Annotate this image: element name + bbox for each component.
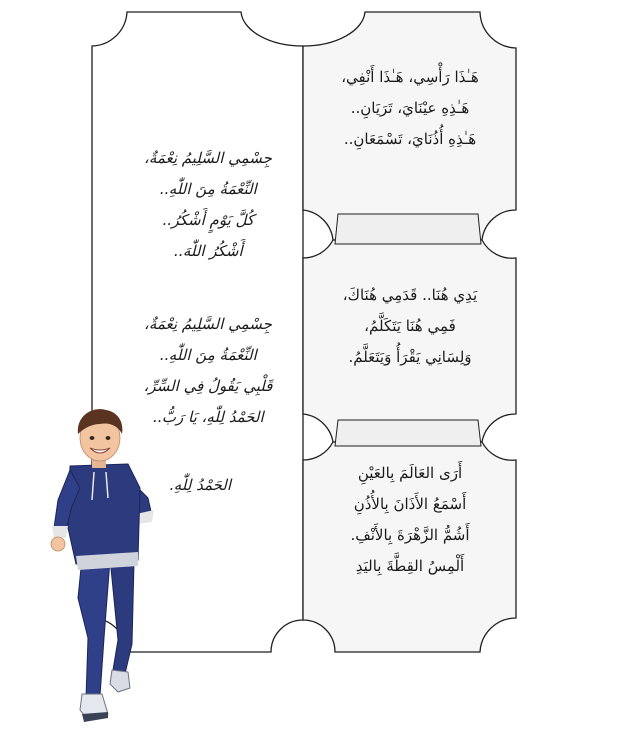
verse-line: أَشْكُرُ اللّٰهَ..: [173, 242, 243, 260]
verse-line: النِّعْمَةُ مِنَ اللّٰهِ..: [159, 180, 257, 198]
verse-line: كُلَّ يَوْمٍ أَشْكُرُ..: [161, 211, 255, 229]
verse-line: أَشُمُّ الزَّهْرَةَ بِالأَنْفِ.: [350, 526, 470, 544]
verse-line: النِّعْمَةُ مِنَ اللّٰهِ..: [159, 346, 257, 364]
connector-tab-2: [335, 420, 481, 446]
verse-line: جِسْمِي السَّلِيمُ نِعْمَةٌ،: [144, 149, 272, 167]
verse-line: الحَمْدُ لِلّٰهِ.: [168, 476, 232, 494]
connector-tab-1: [335, 214, 481, 244]
verse-line: يَدِي هُنَا.. قَدَمِي هُنَاكَ،: [342, 286, 478, 304]
running-boy-illustration: [48, 408, 178, 728]
verse-line: هَـٰذَا رَأْسِي، هَـٰذَا أَنْفِي،: [341, 68, 479, 86]
verse-line: هَـٰذِهِ أُذُنَايَ، تَسْمَعَانِ..: [343, 130, 477, 148]
verse-line: وَلِسَانِي يَقْرَأُ وَيَتَعَلَّمُ.: [348, 348, 472, 366]
verse-line: قَلْبِي يَقُولُ فِي السِّرِّ،: [143, 377, 273, 395]
right-panel-1-text: [320, 62, 500, 155]
verse-line: فَمِي هُنَا يَتَكَلَّمُ،: [364, 317, 456, 335]
right-panel-3-text: [320, 458, 500, 582]
verse-line: أَلْمِسُ القِطَّةَ بِاليَدِ: [355, 557, 465, 575]
verse-line: هَـٰذِهِ عيْنَايَ، تَرَيَانِ..: [350, 99, 470, 117]
verse-line: أَسْمَعُ الأَذَانَ بِالأُذُنِ: [353, 495, 467, 513]
left-panel-stanza-1: [118, 143, 298, 267]
verse-line: جِسْمِي السَّلِيمُ نِعْمَةٌ،: [144, 315, 272, 333]
verse-line: الحَمْدُ لِلّٰهِ، يَا رَبُّ..: [152, 408, 264, 426]
verse-line: أَرَى العَالَمَ بِالعَيْنِ: [357, 464, 463, 482]
right-panel-2-text: [320, 280, 500, 373]
